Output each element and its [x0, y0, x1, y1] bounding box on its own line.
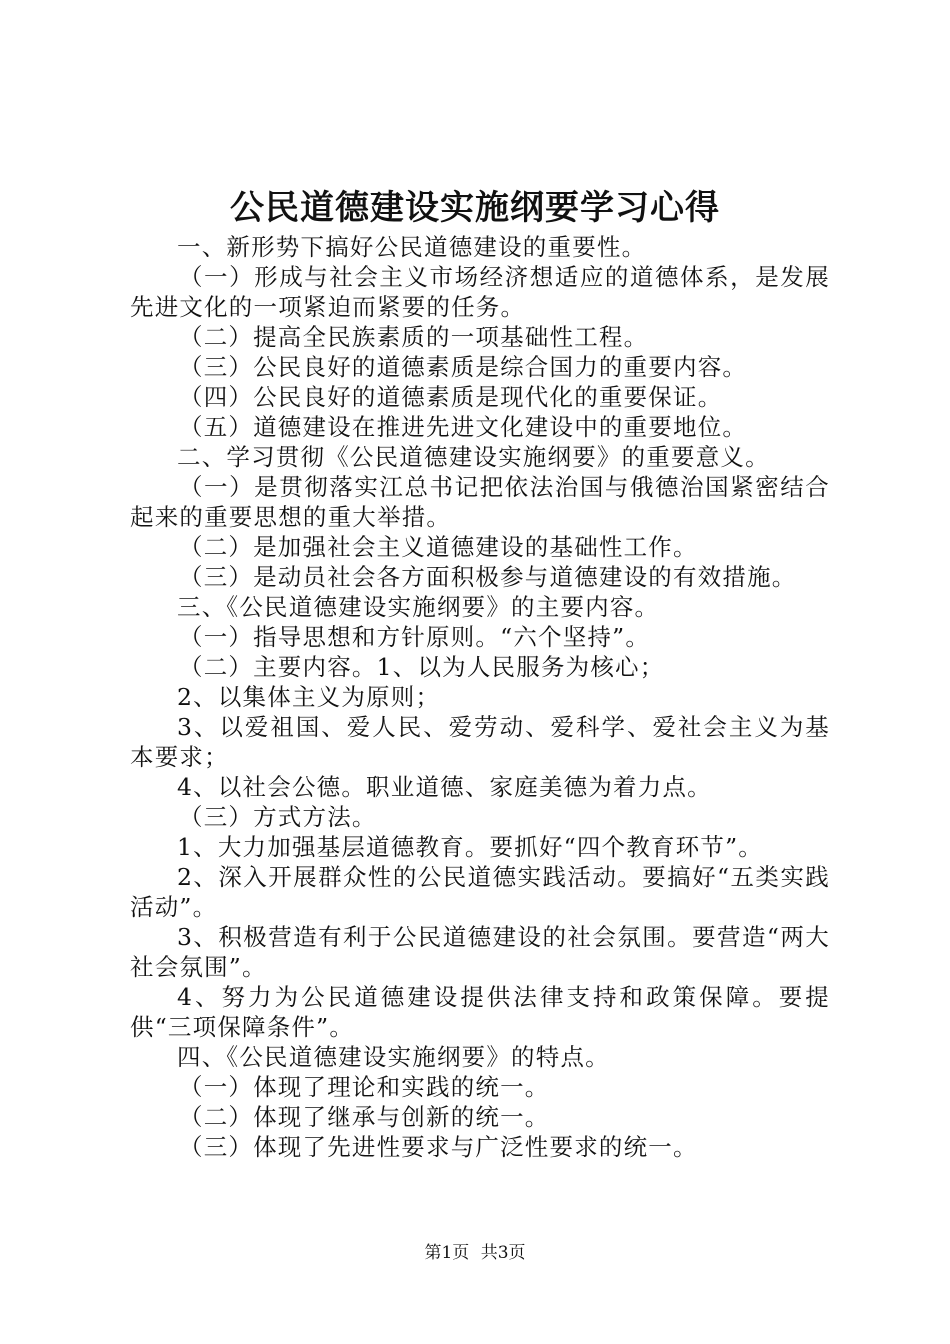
- paragraph: （二）提高全民族素质的一项基础性工程。: [179, 323, 649, 351]
- paragraph: 4、以社会公德。职业道德、家庭美德为着力点。: [177, 773, 712, 801]
- document-body: [130, 232, 830, 1162]
- paragraph: 2、以集体主义为原则；: [177, 683, 441, 711]
- document-title: 公民道德建设实施纲要学习心得: [230, 188, 720, 228]
- paragraph: 4、努力为公民道德建设提供法律支持和政策保障。要提供“三项保障条件”。: [130, 983, 830, 1041]
- paragraph: （三）方式方法。: [179, 803, 377, 831]
- paragraph: 四、《公民道德建设实施纲要》的特点。: [177, 1043, 610, 1071]
- paragraph: （五）道德建设在推进先进文化建设中的重要地位。: [179, 413, 748, 441]
- paragraph: （一）形成与社会主义市场经济想适应的道德体系，是发展先进文化的一项紧迫而紧要的任务。: [130, 263, 830, 321]
- paragraph: （三）是动员社会各方面积极参与道德建设的有效措施。: [179, 563, 797, 591]
- paragraph: （一）体现了理论和实践的统一。: [179, 1073, 550, 1101]
- paragraph: （二）主要内容。1、以为人民服务为核心；: [179, 653, 665, 681]
- paragraph: （二）是加强社会主义道德建设的基础性工作。: [179, 533, 698, 561]
- paragraph: 3、以爱祖国、爱人民、爱劳动、爱科学、爱社会主义为基本要求；: [130, 713, 830, 771]
- page-number: 第1页: [424, 1243, 470, 1263]
- paragraph: （四）公民良好的道德素质是现代化的重要保证。: [179, 383, 723, 411]
- paragraph: （一）指导思想和方针原则。“六个坚持”。: [179, 623, 651, 651]
- paragraph: 二、学习贯彻《公民道德建设实施纲要》的重要意义。: [177, 443, 770, 471]
- page-total: 共3页: [480, 1243, 526, 1263]
- page-footer: [0, 1241, 950, 1265]
- paragraph: 3、积极营造有利于公民道德建设的社会氛围。要营造“两大社会氛围”。: [130, 923, 830, 981]
- paragraph: （一）是贯彻落实江总书记把依法治国与俄德治国紧密结合起来的重要思想的重大举措。: [130, 473, 830, 531]
- paragraph: 一、新形势下搞好公民道德建设的重要性。: [177, 233, 647, 261]
- paragraph: 三、《公民道德建设实施纲要》的主要内容。: [177, 593, 660, 621]
- paragraph: 1、大力加强基层道德教育。要抓好“四个教育环节”。: [177, 833, 763, 861]
- paragraph: （二）体现了继承与创新的统一。: [179, 1103, 550, 1131]
- paragraph: （三）公民良好的道德素质是综合国力的重要内容。: [179, 353, 748, 381]
- paragraph: 2、深入开展群众性的公民道德实践活动。要搞好“五类实践活动”。: [130, 863, 830, 921]
- paragraph: （三）体现了先进性要求与广泛性要求的统一。: [179, 1133, 698, 1161]
